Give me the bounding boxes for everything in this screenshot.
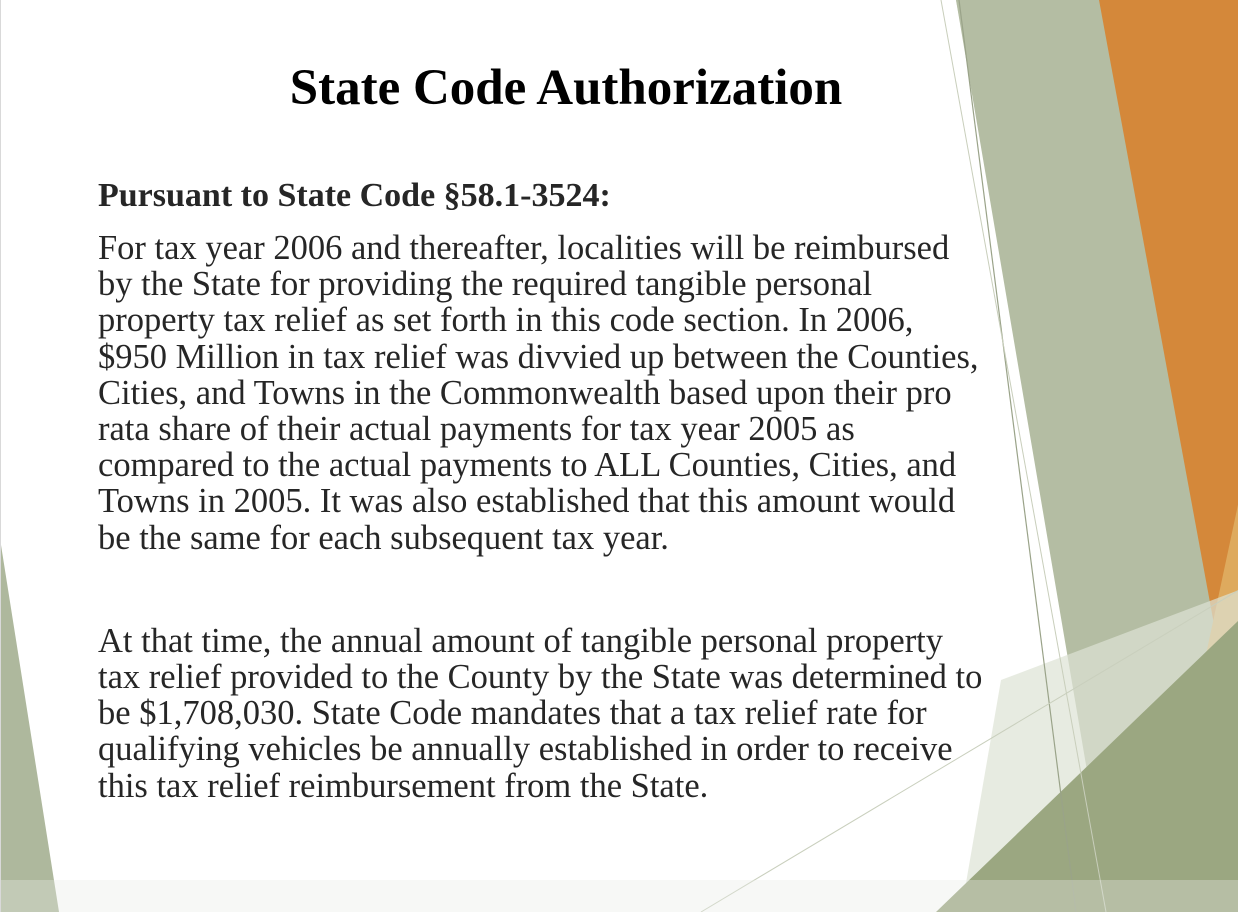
decor-facet-left [1, 545, 59, 912]
code-reference-heading: Pursuant to State Code §58.1-3524: [98, 177, 611, 214]
slide-body [98, 176, 1098, 804]
reimbursement-paragraph: For tax year 2006 and thereafter, localities will be reimbursed by the State for providing the required tangible personal property tax relief as set forth in this code section. In 2006, $950 Million in tax relief was divvied up between the Counties, Cities, and Towns in the Commonwealth based upon their pro rata share of their actual payments for tax year 2005 as compared to the actual payments to ALL Counties, Cities, and Towns in 2005. It was also established that this amount would be the same for each subsequent tax year. [98, 229, 979, 557]
relief-amount-paragraph: At that time, the annual amount of tangible personal property tax relief provided to the County by the State was determined to be $1,708,030. State Code mandates that a tax relief rate for qualifying vehicles be annually established in order to receive this tax relief reimbursement from the State. [98, 621, 983, 805]
slide-title: State Code Authorization [289, 60, 843, 116]
